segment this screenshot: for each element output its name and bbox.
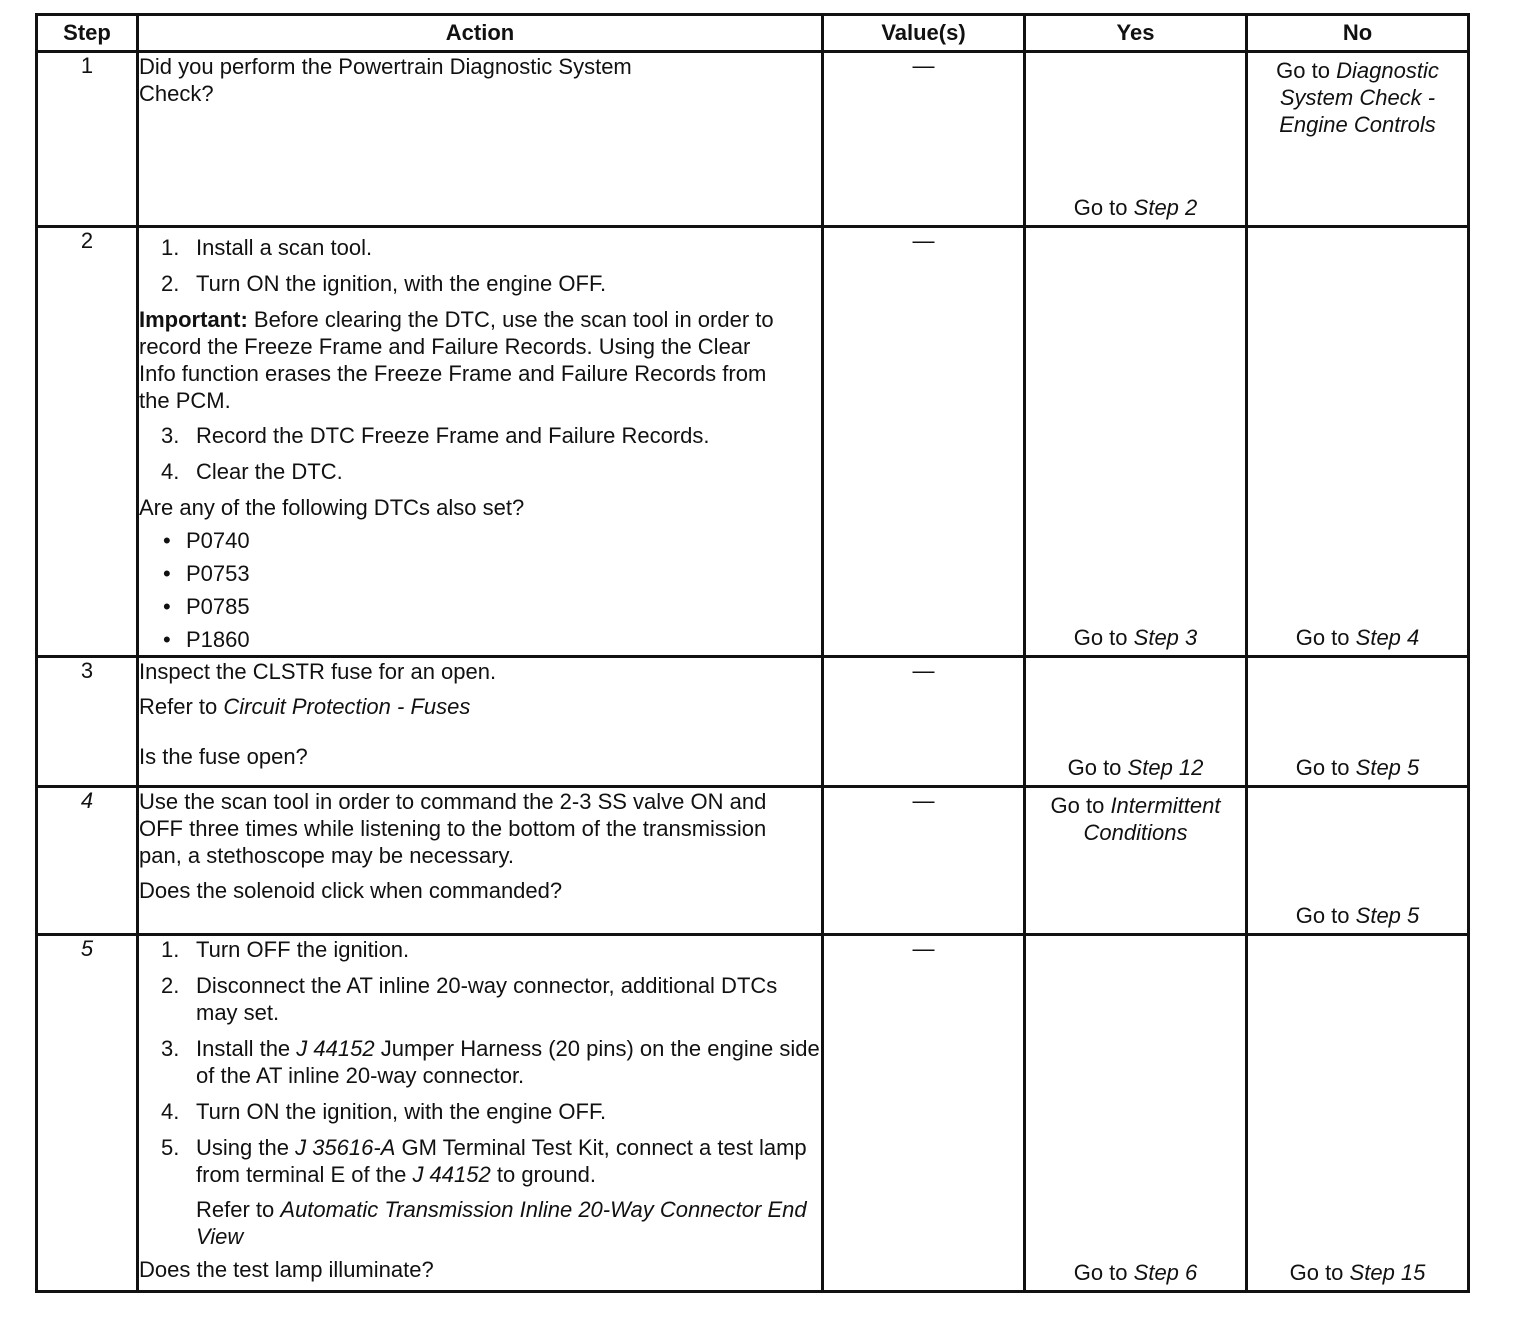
action-text: Use the scan tool in order to command the 2-3 SS valve ON and OFF three times while listening to the bottom of the transmission pan, a stethoscope may be necessary. bbox=[139, 789, 767, 868]
no-cell bbox=[1247, 52, 1469, 227]
header-action: Action bbox=[138, 15, 823, 52]
action-question: Is the fuse open? bbox=[139, 744, 308, 769]
yes-cell bbox=[1025, 787, 1247, 935]
no-cell bbox=[1247, 657, 1469, 787]
yes-cell bbox=[1025, 657, 1247, 787]
refer-line: Refer to Automatic Transmission Inline 20-Way Connector End View bbox=[196, 1197, 807, 1249]
header-row bbox=[37, 15, 1469, 52]
yes-cell bbox=[1025, 935, 1247, 1292]
list-item: • P0740 bbox=[163, 528, 250, 553]
no-goto[interactable]: Go to Step 4 bbox=[1295, 625, 1420, 650]
list-item: 2. Disconnect the AT inline 20-way connector, additional DTCs may set. bbox=[161, 973, 778, 1025]
yes-cell bbox=[1025, 52, 1247, 227]
list-item: 1. Turn OFF the ignition. bbox=[161, 937, 410, 962]
refer-link[interactable]: Automatic Transmission Inline 20-Way Connector End View bbox=[196, 1197, 807, 1249]
step-number: 3 bbox=[37, 657, 138, 787]
value-cell: — bbox=[823, 935, 1025, 1292]
table-row-step-2 bbox=[37, 227, 1469, 657]
action-text: Inspect the CLSTR fuse for an open. bbox=[139, 659, 497, 684]
action-question: Did you perform the Powertrain Diagnostic System Check? bbox=[139, 54, 632, 106]
no-goto[interactable]: Go to Step 5 bbox=[1295, 903, 1420, 928]
yes-goto[interactable]: Go to Step 6 bbox=[1073, 1260, 1198, 1285]
yes-goto[interactable]: Go to Step 3 bbox=[1073, 625, 1198, 650]
diagnostic-table bbox=[35, 13, 1470, 1293]
important-note: Important: Before clearing the DTC, use the scan tool in order to record the Freeze Frame and Failure Records. Using the Clear Info function erases the Freeze Frame and Failure Records from the PCM. bbox=[139, 307, 774, 413]
action-list bbox=[139, 422, 821, 485]
table-row-step-5 bbox=[37, 935, 1469, 1292]
yes-goto[interactable]: Go to Step 12 bbox=[1067, 755, 1204, 780]
action-question: Does the solenoid click when commanded? bbox=[139, 878, 563, 903]
action-cell bbox=[138, 52, 823, 227]
header-yes: Yes bbox=[1025, 15, 1247, 52]
no-goto[interactable]: Go to Step 15 bbox=[1289, 1260, 1426, 1285]
list-item: 1. Install a scan tool. bbox=[161, 235, 373, 260]
refer-line: Refer to Circuit Protection - Fuses bbox=[139, 694, 471, 719]
yes-goto[interactable]: Go to Intermittent Conditions bbox=[1050, 793, 1221, 845]
action-cell bbox=[138, 787, 823, 935]
step-number: 4 bbox=[37, 787, 138, 935]
list-item: 4. Clear the DTC. bbox=[161, 459, 343, 484]
header-step: Step bbox=[37, 15, 138, 52]
step-number: 2 bbox=[37, 227, 138, 657]
no-goto[interactable]: Go to Step 5 bbox=[1295, 755, 1420, 780]
value-cell: — bbox=[823, 227, 1025, 657]
value-cell: — bbox=[823, 657, 1025, 787]
action-cell bbox=[138, 935, 823, 1292]
action-question: Are any of the following DTCs also set? bbox=[139, 495, 525, 520]
yes-goto[interactable]: Go to Step 2 bbox=[1073, 195, 1198, 220]
no-goto[interactable]: Go to Diagnostic System Check - Engine Controls bbox=[1276, 58, 1439, 137]
list-item: 4. Turn ON the ignition, with the engine OFF. bbox=[161, 1099, 607, 1124]
action-list bbox=[139, 936, 821, 1250]
list-item: • P1860 bbox=[163, 627, 250, 652]
no-cell bbox=[1247, 935, 1469, 1292]
yes-cell bbox=[1025, 227, 1247, 657]
action-question: Does the test lamp illuminate? bbox=[139, 1257, 434, 1282]
value-cell: — bbox=[823, 787, 1025, 935]
header-no: No bbox=[1247, 15, 1469, 52]
list-item: 3. Record the DTC Freeze Frame and Failure Records. bbox=[161, 423, 710, 448]
no-cell bbox=[1247, 227, 1469, 657]
list-item: • P0753 bbox=[163, 561, 250, 586]
list-item: 5. Using the J 35616-A GM Terminal Test Kit, connect a test lamp from terminal E of the J 44152 to ground. Refer to Automatic Transmission Inline 20-Way Connector End View bbox=[139, 1134, 821, 1250]
list-item: 3. Install the J 44152 Jumper Harness (20 pins) on the engine side of the AT inline 20-way connector. bbox=[161, 1036, 820, 1088]
step-number: 5 bbox=[37, 935, 138, 1292]
refer-link[interactable]: Circuit Protection - Fuses bbox=[223, 694, 471, 719]
header-values: Value(s) bbox=[823, 15, 1025, 52]
list-item: 2. Turn ON the ignition, with the engine OFF. bbox=[161, 271, 607, 296]
list-item: • P0785 bbox=[163, 594, 250, 619]
table-row-step-4 bbox=[37, 787, 1469, 935]
action-cell bbox=[138, 227, 823, 657]
dtc-list bbox=[139, 527, 821, 653]
table-row-step-1 bbox=[37, 52, 1469, 227]
action-list bbox=[139, 234, 821, 297]
action-cell bbox=[138, 657, 823, 787]
table-row-step-3 bbox=[37, 657, 1469, 787]
step-number: 1 bbox=[37, 52, 138, 227]
no-cell bbox=[1247, 787, 1469, 935]
value-cell: — bbox=[823, 52, 1025, 227]
